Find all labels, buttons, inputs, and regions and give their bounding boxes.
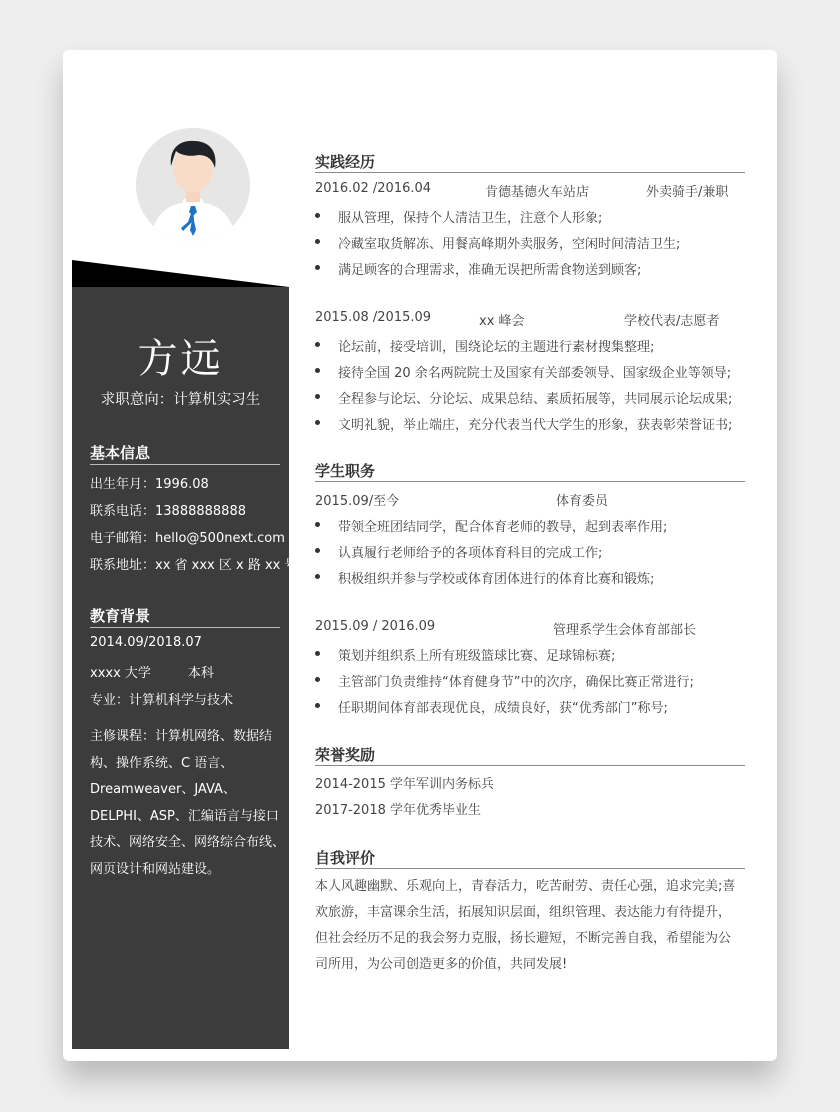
practice-2-date: 2015.08 /2015.09 — [315, 310, 432, 325]
student-1-date: 2015.09/至今 — [315, 494, 400, 509]
list-item: 满足顾客的合理需求，准确无误把所需食物送到顾客; — [315, 259, 745, 277]
edu-major: 专业：计算机科学与技术 — [90, 693, 234, 708]
email: 电子邮箱：hello@500next.com — [90, 531, 285, 546]
edu-courses: 主修课程：计算机网络、数据结构、操作系统、C 语言、Dreamweaver、JAVA、DELPHI、ASP、汇编语言与接口技术、网络安全、网络综合布线、网页设计和网站建设。 — [90, 729, 286, 877]
self-eval-text: 本人风趣幽默、乐观向上，青春活力，吃苦耐劳、责任心强，追求完美;喜欢旅游，丰富课余生活，拓展知识层面，组织管理、表达能力有待提升，但社会经历不足的我会努力克服，扬长避短，不断完善自我，希望能为公司所用，为公司创造更多的价值，共同发展! — [315, 879, 736, 972]
student-title: 学生职务 — [315, 462, 745, 482]
edu-date: 2014.09/2018.07 — [90, 635, 202, 650]
list-item: 论坛前，接受培训，围绕论坛的主题进行素材搜集整理; — [315, 336, 745, 354]
sidebar — [72, 287, 298, 1049]
edu-school-row — [90, 662, 285, 681]
practice-2-header — [315, 310, 745, 328]
practice-2-org: xx 峰会 — [479, 314, 525, 329]
birth-date: 出生年月：1996.08 — [90, 477, 209, 492]
practice-1-org: 肯德基德火车站店 — [485, 185, 590, 200]
basic-info-title: 基本信息 — [90, 442, 280, 465]
list-item: 带领全班团结同学，配合体育老师的教导，起到表率作用; — [315, 516, 745, 534]
self-eval-title: 自我评价 — [315, 849, 745, 869]
list-item: 冷藏室取货解冻、用餐高峰期外卖服务，空闲时间清洁卫生; — [315, 233, 745, 251]
practice-2-role: 学校代表/志愿者 — [624, 314, 720, 329]
list-item: 全程参与论坛、分论坛、成果总结、素质拓展等，共同展示论坛成果; — [315, 388, 745, 406]
list-item: 积极组织并参与学校或体育团体进行的体育比赛和锻炼; — [315, 568, 745, 586]
phone: 联系电话：13888888888 — [90, 504, 246, 519]
list-item: 服从管理，保持个人清洁卫生，注意个人形象; — [315, 207, 745, 225]
practice-1-date: 2016.02 /2016.04 — [315, 181, 432, 196]
student-1-role: 体育委员 — [556, 494, 609, 509]
edu-degree: 本科 — [187, 666, 214, 681]
honors-title: 荣誉奖励 — [315, 746, 745, 766]
edu-school: xxxx 大学 — [90, 666, 151, 681]
education-title: 教育背景 — [90, 605, 280, 628]
practice-1-role: 外卖骑手/兼职 — [646, 185, 729, 200]
list-item: 主管部门负责维持“体育健身节”中的次序，确保比赛正常进行; — [315, 671, 745, 689]
list-item: 策划并组织系上所有班级篮球比赛、足球锦标赛; — [315, 645, 745, 663]
address: 联系地址：xx 省 xxx 区 x 路 xx 号 — [90, 558, 298, 573]
resume-page — [63, 50, 777, 1061]
student-2-header — [315, 619, 745, 637]
list-item: 认真履行老师给予的各项体育科目的完成工作; — [315, 542, 745, 560]
practice-1-header — [315, 181, 745, 199]
student-1-header — [315, 490, 745, 508]
honor-item: 2017-2018 学年优秀毕业生 — [315, 803, 481, 818]
avatar — [136, 128, 250, 242]
candidate-name: 方远 — [137, 336, 224, 382]
job-intent: 求职意向：计算机实习生 — [100, 392, 261, 408]
student-2-role: 管理系学生会体育部部长 — [553, 623, 697, 638]
student-2-date: 2015.09 / 2016.09 — [315, 619, 436, 634]
practice-title: 实践经历 — [315, 153, 745, 173]
list-item: 文明礼貌，举止端庄，充分代表当代大学生的形象，获表彰荣誉证书; — [315, 414, 745, 432]
list-item: 接待全国 20 余名两院院士及国家有关部委领导、国家级企业等领导; — [315, 362, 745, 380]
honor-item: 2014-2015 学年军训内务标兵 — [315, 777, 494, 792]
male-avatar-icon — [136, 128, 250, 242]
list-item: 任职期间体育部表现优良，成绩良好，获“优秀部门”称号; — [315, 697, 745, 715]
sidebar-wedge — [72, 260, 289, 288]
